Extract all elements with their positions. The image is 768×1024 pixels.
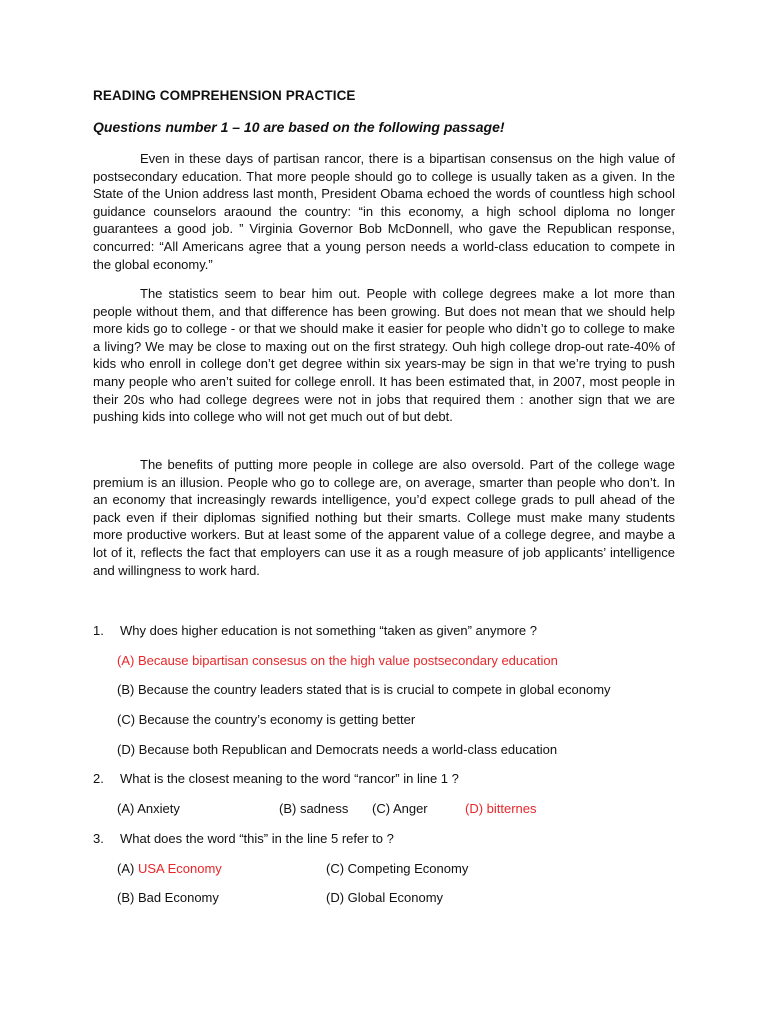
question-text: What does the word “this” in the line 5 refer to ?	[120, 831, 394, 846]
q3-option-c: (C) Competing Economy	[326, 861, 469, 876]
q3-option-a	[117, 861, 222, 876]
q1-option-d: (D) Because both Republican and Democrats needs a world-class education	[117, 742, 558, 757]
passage-paragraph-3: The benefits of putting more people in college are also oversold. Part of the college wage premium is an illusion. People who go to college are, on average, smarter than people who don’t. In an economy that increasingly rewards intelligence, you’d expect college grads to pull ahead of the pack even if their diplomas signified nothing but their smarts. College must make many students more productive workers. But at least some of the apparent value of a college degree, and maybe a lot of it, reflects the fact that employers can use it as a rough measure of job applicants’ intelligence and willingness to work hard.	[93, 457, 675, 578]
q1-option-a: (A) Because bipartisan consesus on the high value postsecondary education	[117, 653, 558, 668]
passage-paragraph-2: The statistics seem to bear him out. People with college degrees make a lot more than people without them, and that difference has been growing. But does not mean that we should help more kids go to college - or that we should make it easier for people who didn’t go to college to make a living? We may be close to maxing out on the first strategy. Ouh high college drop-out rate-40% of kids who enroll in college don’t get degree within six years-may be sign in that we’re trying to push many people who aren’t suited for college enroll. It has been estimated that, in 2007, most people in their 20s who had college degrees were not in jobs that required them : another sign that we are pushing kids into college who will not get much out of but debt.	[93, 286, 675, 425]
q3-option-b: (B) Bad Economy	[117, 890, 219, 905]
q3-option-a-label: (A)	[117, 861, 135, 876]
q1-option-c: (C) Because the country’s economy is getting better	[117, 712, 416, 727]
question-1	[93, 623, 537, 638]
question-text: What is the closest meaning to the word “rancor” in line 1 ?	[120, 771, 459, 786]
q1-option-b: (B) Because the country leaders stated that is is crucial to compete in global economy	[117, 682, 611, 697]
page-title: READING COMPREHENSION PRACTICE	[93, 88, 356, 103]
q2-option-b: (B) sadness	[279, 801, 349, 816]
q3-option-a-text: USA Economy	[137, 861, 222, 876]
question-text: Why does higher education is not something “taken as given” anymore ?	[120, 623, 537, 638]
q2-option-a: (A) Anxiety	[117, 801, 180, 816]
q2-option-d: (D) bitternes	[465, 801, 537, 816]
q3-option-d: (D) Global Economy	[326, 890, 444, 905]
passage-paragraph-1: Even in these days of partisan rancor, there is a bipartisan consensus on the high value of postsecondary education. That more people should go to college is usually taken as a given. In the State of the Union address last month, President Obama echoed the words of countless high school guidance counselors araound the country: “in this economy, a high school diploma no longer guarantees a good job. ” Virginia Governor Bob McDonnell, who gave the Republican response, concurred: “All Americans agree that a young person needs a world-class education to compete in the global economy.”	[93, 151, 675, 272]
question-3	[93, 831, 394, 846]
question-number: 1.	[93, 623, 104, 638]
question-number: 2.	[93, 771, 104, 786]
instructions-heading: Questions number 1 – 10 are based on the following passage!	[93, 119, 505, 135]
question-number: 3.	[93, 831, 104, 846]
question-2	[93, 771, 459, 786]
q2-option-c: (C) Anger	[372, 801, 428, 816]
